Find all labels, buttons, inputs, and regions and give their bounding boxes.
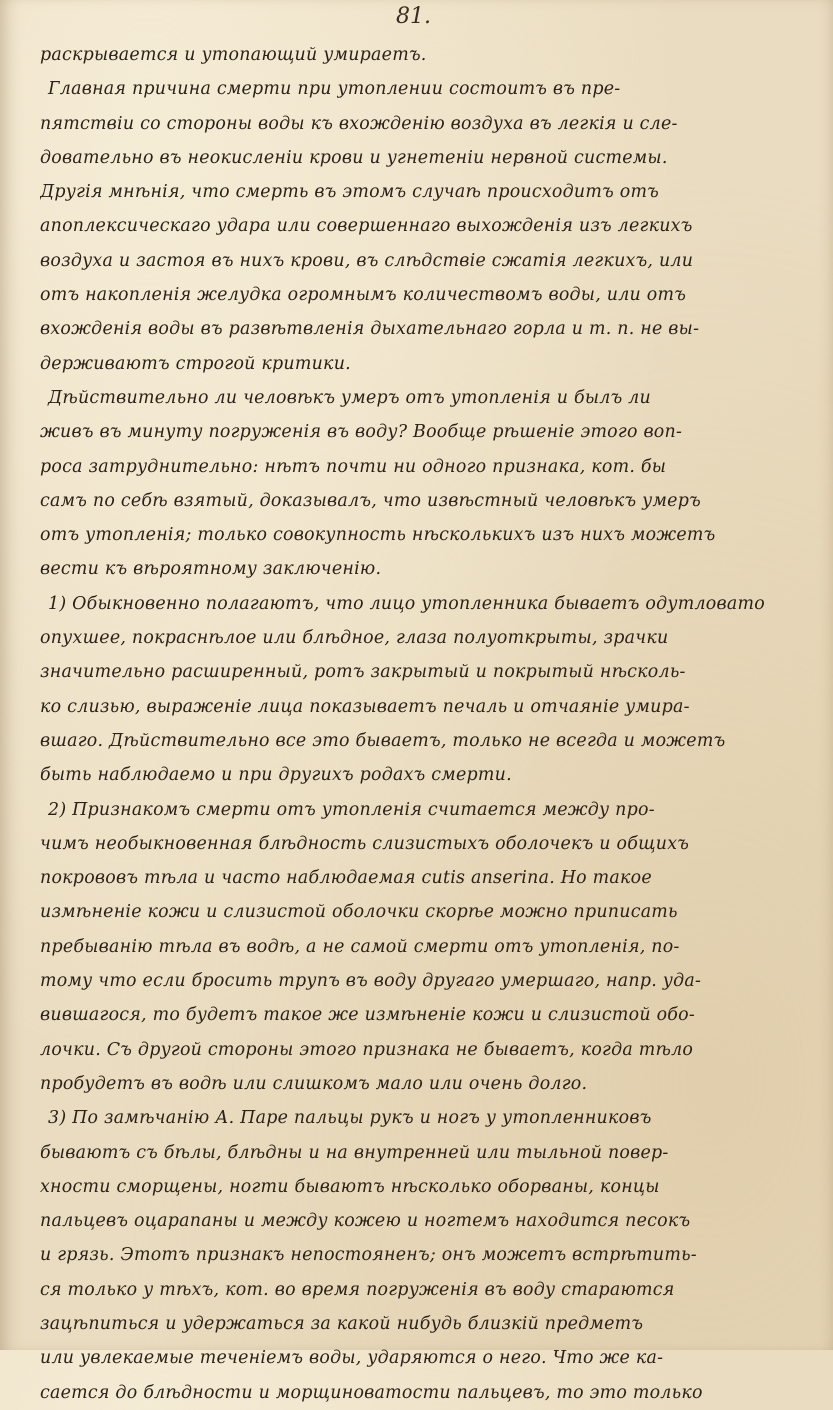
text-line: довательно въ неокисленіи крови и угнетеніи нервной системы. bbox=[40, 147, 668, 168]
text-line: держиваютъ строгой критики. bbox=[40, 353, 351, 374]
text-line: самъ по себѣ взятый, доказывалъ, что извѣстный человѣкъ умеръ bbox=[40, 490, 701, 511]
text-line: отъ накопленія желудка огромнымъ количествомъ воды, или отъ bbox=[40, 285, 687, 306]
text-line: опухшее, покраснѣлое или блѣдное, глаза полуоткрыты, зрачки bbox=[40, 628, 669, 649]
text-line: быть наблюдаемо и при другихъ родахъ смерти. bbox=[40, 765, 512, 786]
page-number: 81. bbox=[396, 4, 431, 29]
text-line: пробудетъ въ водѣ или слишкомъ мало или очень долго. bbox=[40, 1073, 588, 1094]
text-line: 3) По замѣчанію А. Паре пальцы рукъ и ногъ у утопленниковъ bbox=[48, 1108, 652, 1129]
text-line: сается до блѣдности и морщиноватости пальцевъ, то это только bbox=[40, 1382, 703, 1403]
text-line: вхожденія воды въ развѣтвленія дыхательнаго горла и т. п. не вы- bbox=[40, 319, 700, 340]
text-line: значительно расширенный, ротъ закрытый и покрытый нѣсколь- bbox=[40, 662, 686, 683]
text-line: Дѣйствительно ли человѣкъ умеръ отъ утопленія и былъ ли bbox=[48, 387, 651, 408]
text-line: пальцевъ оцарапаны и между кожею и ногтемъ находится песокъ bbox=[40, 1211, 691, 1232]
text-line: лочки. Съ другой стороны этого признака не бываетъ, когда тѣло bbox=[40, 1039, 694, 1060]
text-line: бываютъ съ бѣлы, блѣдны и на внутренней или тыльной повер- bbox=[40, 1142, 669, 1163]
text-line: вести къ вѣроятному заключенію. bbox=[40, 559, 382, 580]
text-line: пятствіи со стороны воды къ вхожденію воздуха въ легкія и сле- bbox=[40, 113, 678, 134]
text-line: покрововъ тѣла и часто наблюдаемая cutis anserina. Но такое bbox=[40, 868, 652, 889]
text-line: и грязь. Этотъ признакъ непостояненъ; онъ можетъ встрѣтить- bbox=[40, 1245, 697, 1266]
text-line: 2) Признакомъ смерти отъ утопленія считается между про- bbox=[48, 799, 655, 820]
text-line: отъ утопленія; только совокупность нѣсколькихъ изъ нихъ можетъ bbox=[40, 525, 716, 546]
text-line: апоплексическаго удара или совершеннаго выхожденія изъ легкихъ bbox=[40, 216, 693, 237]
text-line: раскрывается и утопающий умираетъ. bbox=[40, 45, 427, 65]
text-line: роса затруднительно: нѣтъ почти ни одного признака, кот. бы bbox=[40, 456, 667, 477]
text-line: Другія мнѣнія, что смерть въ этомъ случаѣ происходитъ отъ bbox=[40, 182, 660, 203]
text-line: ся только у тѣхъ, кот. во время погруженія въ воду стараются bbox=[40, 1279, 675, 1300]
text-line: 1) Обыкновенно полагаютъ, что лицо утопленника бываетъ одутловато bbox=[48, 593, 765, 614]
text-line: живъ въ минуту погруженія въ воду? Вообще рѣшеніе этого воп- bbox=[40, 422, 683, 443]
text-line: чимъ необыкновенная блѣдность слизистыхъ оболочекъ и общихъ bbox=[40, 833, 690, 854]
text-line: вившагося, то будетъ такое же измѣненіе кожи и слизистой обо- bbox=[40, 1005, 696, 1026]
text-line: измѣненіе кожи и слизистой оболочки скорѣе можно приписать bbox=[40, 902, 678, 923]
handwritten-text-block bbox=[40, 38, 802, 1410]
text-line: Главная причина смерти при утоплении состоитъ въ пре- bbox=[48, 79, 621, 100]
text-line: воздуха и застоя въ нихъ крови, въ слѣдствіе сжатія легкихъ, или bbox=[40, 250, 694, 271]
text-line: ко слизью, выраженіе лица показываетъ печаль и отчаяніе умира- bbox=[40, 696, 690, 717]
text-line: зацѣпиться и удержаться за какой нибудь близкій предметъ bbox=[40, 1313, 644, 1334]
text-line: хности сморщены, ногти бываютъ нѣсколько оборваны, концы bbox=[40, 1176, 660, 1197]
text-line: пребыванію тѣла въ водѣ, а не самой смерти отъ утопленія, по- bbox=[40, 936, 680, 957]
text-line: вшаго. Дѣйствительно все это бываетъ, только не всегда и можетъ bbox=[40, 730, 726, 751]
text-line: или увлекаемые теченіемъ воды, ударяются о него. Что же ка- bbox=[40, 1348, 664, 1369]
text-line: тому что если бросить трупъ въ воду другаго умершаго, напр. уда- bbox=[40, 971, 702, 992]
